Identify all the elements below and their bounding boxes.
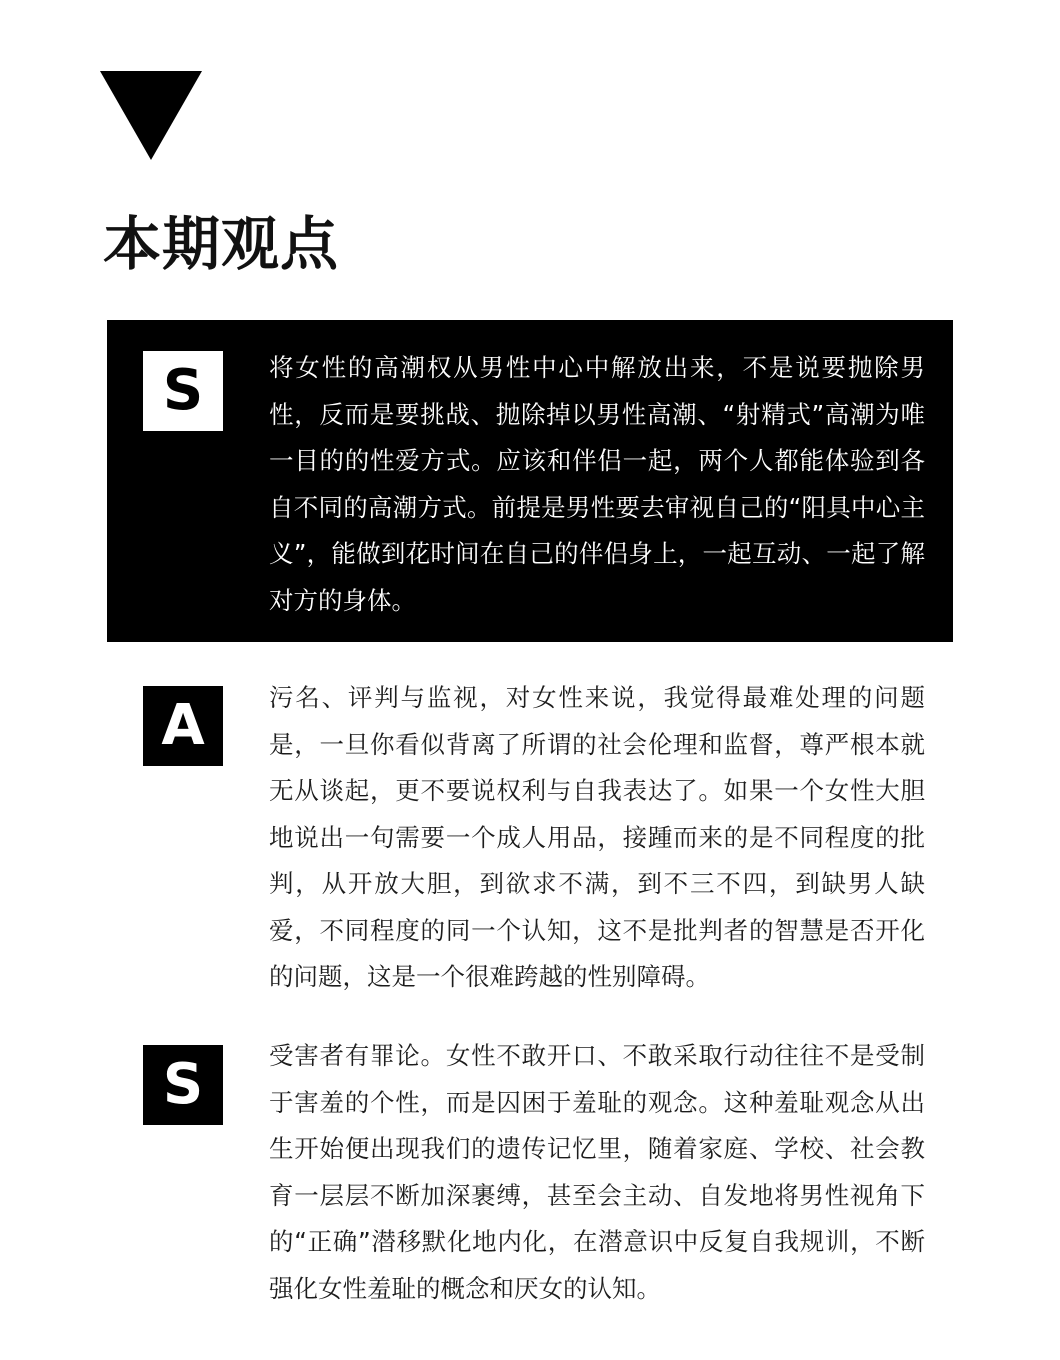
viewpoint-text: 污名、评判与监视，对女性来说，我觉得最难处理的问题是，一旦你看似背离了所谓的社会伦理和监督，尊严根本就无从谈起，更不要说权利与自我表达了。如果一个女性大胆地说出一句需要一个成人用品，接踵而来的是不同程度的批判，从开放大胆，到欲求不满，到不三不四，到缺男人缺爱，不同程度的同一个认知，这不是批判者的智慧是否开化的问题，这是一个很难跨越的性别障碍。 (269, 683, 925, 991)
viewpoint-text: 将女性的高潮权从男性中心中解放出来，不是说要抛除男性，反而是要挑战、抛除掉以男性高潮、“射精式”高潮为唯一目的的性爱方式。应该和伴侣一起，两个人都能体验到各自不同的高潮方式。前提是男性要去审视自己的“阳具中心主义”，能做到花时间在自己的伴侣身上，一起互动、一起了解对方的身体。 (269, 353, 925, 615)
viewpoint-section-1 (107, 320, 953, 642)
letter-badge-s (143, 1045, 223, 1125)
viewpoint-section-3 (107, 1020, 953, 1320)
page-title: 本期观点 (103, 210, 340, 278)
letter-badge-s (143, 351, 223, 431)
badge-letter: S (162, 358, 204, 423)
viewpoint-section-2 (107, 660, 953, 1000)
down-triangle-icon (100, 71, 202, 160)
viewpoint-text: 受害者有罪论。女性不敢开口、不敢采取行动往往不是受制于害羞的个性，而是囚困于羞耻的观念。这种羞耻观念从出生开始便出现我们的遗传记忆里，随着家庭、学校、社会教育一层层不断加深裹缚，甚至会主动、自发地将男性视角下的“正确”潜移默化地内化，在潜意识中反复自我规训，不断强化女性羞耻的概念和厌女的认知。 (269, 1041, 925, 1303)
letter-badge-a (143, 686, 223, 766)
badge-letter: S (162, 1052, 204, 1117)
badge-letter: A (161, 693, 205, 758)
